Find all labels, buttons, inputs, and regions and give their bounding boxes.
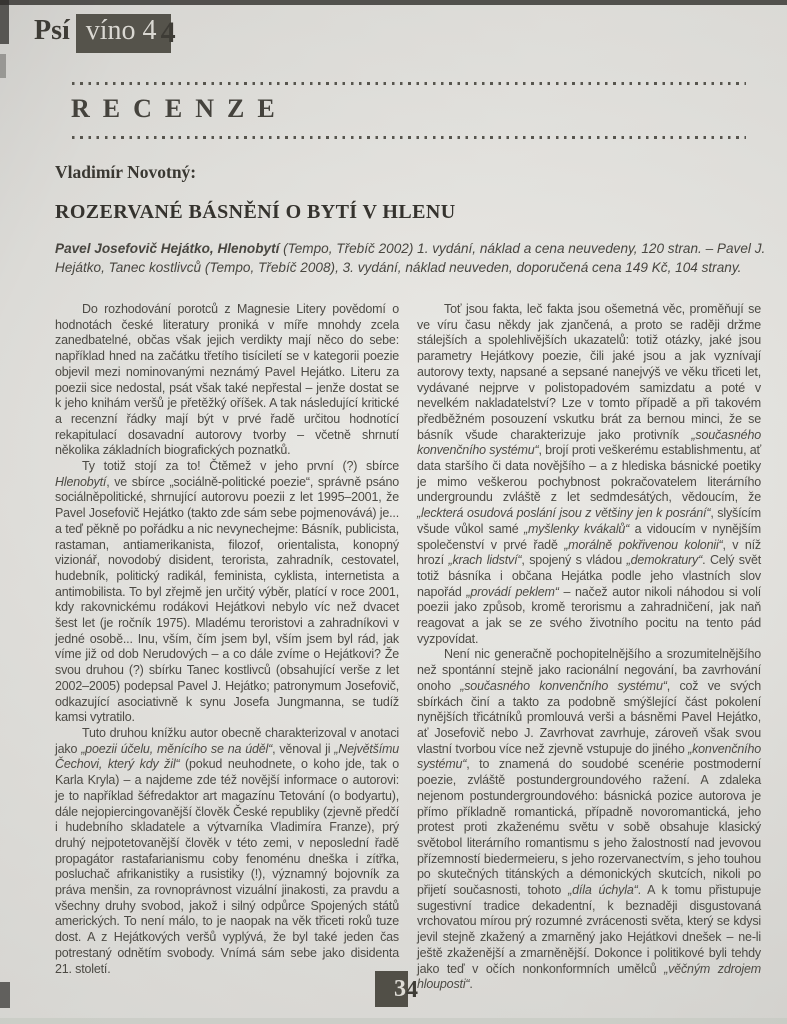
paragraph	[417, 647, 761, 992]
masthead-logo-box: víno 4	[76, 14, 171, 53]
dotted-rule-top	[72, 82, 746, 85]
text-segment: Tuto druhou knížku autor obecně charakterizoval v anotaci jako	[55, 725, 399, 756]
text-segment: (pokud neuhodnete, o koho jde, tak o Karla Kryla) – a najdeme zde též novější informace o autorovi: je to například šéfredaktor art magazínu Tetování (o bodyartu), dále nejopiercingovanější člověk České republiky (zjevně předčí i hudebního skladatele a výtvarníka Vladimíra Franze), prý druhý nejpotetovanější člověk v této zemi, v neposlední řadě propagátor rastafarianismu coby fenoménu dneška i zítřka, posluchač afrikanistiky a rusistiky (!), významný bojovník za práva menšin, za rovnoprávnost vizuální jinakosti, za pravdu a všechny druhy svobod, jakož i silný odpůrce Spojených států amerických. To není málo, to je naopak na věk třiceti roků tuze dost. A z Hejátkových veršů vyplývá, že byl také jeden čas potrestaný odnětím svobody. Vnímá sám sebe jako disidenta 21. století.	[55, 757, 399, 976]
text-segment: „Největšímu Čechovi, který kdy žil“	[55, 741, 399, 772]
text-segment: „poezii účelu, měnícího se na úděl“	[81, 741, 273, 756]
paragraph	[417, 302, 761, 647]
text-segment: „myšlenky kvákalů“	[523, 521, 630, 536]
text-segment: Ty totiž stojí za to! Čtěmež v jeho první (?) sbírce	[82, 459, 399, 474]
text-segment: , to znamená do soudobé scenérie postmoderní poezie, zvláště postundergroundového ražení. A zdaleka nejenom postundergroundového: básnická pozice autorova je přímo příkladně romantická, případně novoromantická, jeho protest proti zkaženému světu v sobě obsahuje klasický světobol literárního romantismu s jeho žalostností nad jevovou přízemností biedermeieru, s jeho rozervanectvím, s jeho touhou po skutečných titánských a démonických skutcích, nikoli po přijetí současnosti, tohoto	[417, 757, 761, 898]
section-heading: RECENZE	[71, 94, 288, 123]
text-segment: Není nic generačně pochopitelnějšího a srozumitelnějšího než spontánní stejně jako racionální negování, ba zavrhování onoho	[417, 647, 761, 693]
column-left	[55, 302, 399, 993]
page-number-box: 3	[375, 971, 408, 1007]
page-number	[375, 971, 418, 1007]
paragraph	[55, 726, 399, 977]
text-segment: Do rozhodování porotců z Magnesie Litery povědomí o hodnotách české literatury proniká v míře mnohdy zcela zanedbatelné, občas však jejich verdikty mají něco do sebe: například hned na začátku třetího tisíciletí se v kategorii poezie objevil mezi nominovanými neznámý Pavel Hejátko. Literu za poezii sice nedostal, psát však také nepřestal – jenže dostat se k jeho knihám veršů je přetěžký oříšek. A tak následující kritické a recenzní řádky mají být v prvé řadě určitou hodnotící rekapitulací dosavadní autorovy tvorby – včetně shrnutí několika základních biografických poznatků.	[55, 302, 399, 458]
text-segment: Pavel Josefovič Hejátko, Hlenobytí	[55, 241, 284, 256]
review-title: ROZERVANÉ BÁSNĚNÍ O BYTÍ V HLENU	[55, 201, 456, 223]
text-segment: „konvenčního systému“	[417, 741, 761, 772]
column-right	[417, 302, 761, 993]
scan-mark-bottom-left	[0, 982, 10, 1008]
text-segment: , slyšícím všude vůkol samé	[417, 506, 761, 536]
text-segment: „současného konvenčního systému“	[460, 678, 667, 693]
text-segment: (Tempo, Třebíč 2002) 1. vydání, náklad a cena neuvedeny, 120 stran. – Pavel J. Hejátko, Tanec kostlivců (Tempo, Třebíč 2008), 3. vydání, náklad neuveden, doporučená cena 149 Kč, 104 strany.	[55, 241, 766, 275]
scan-mark-left	[0, 54, 6, 78]
text-segment: „věčným zdrojem hlouposti“	[417, 961, 761, 992]
paragraph	[55, 459, 399, 726]
text-segment: Hlenobytí	[55, 474, 107, 489]
text-segment: . A k tomu přistupuje sugestivní tradice dekadentní, k beznaději disgustovaná vrchovatou mírou prý rozumné zvrácenosti světa, který se kdysi jevil stejně zkažený a zmarněný jako Hejátkovi dnešek – ne-li ještě zkaženější a zmarněnější. Dokonce i politikové byli tehdy jako teď v očích nonkonformních umělců	[417, 883, 761, 976]
text-segment: „krach lidství“	[448, 553, 522, 568]
text-segment: . Celý svět totiž básníka i občana Hejátka podle jeho vlastních slov napořád	[417, 553, 762, 599]
masthead-issue-number: 4	[160, 16, 176, 49]
dotted-rule-bottom	[72, 136, 746, 139]
review-body	[55, 302, 761, 993]
text-segment: , věnoval ji	[272, 741, 335, 756]
text-segment: .	[469, 977, 473, 992]
text-segment: , brojí proti veškerému establishmentu, ať data staršího či data novějšího – a z hlediska básnické poetiky je mimo veškerou pochybnost pokračovatelem literárního undergroundu zvláště z let sedmdesátých, vědoucím, že	[417, 443, 761, 505]
text-segment: – načež autor nikoli náhodou si volí poezii jako způsob, kromě terorismu a zahradničení, jak naň reagovat a jak se ze svého životního pocitu na tento pád vyzpovídat.	[417, 584, 761, 646]
text-segment: , v níž hrozí	[417, 537, 761, 568]
review-author: Vladimír Novotný:	[55, 162, 197, 182]
text-segment: , ve sbírce „sociálně-politické poezie“, správně psáno sociálněpolitické, shrnující autorovu poezii z let 1995–2001, že Pavel Josefovič Hejátko (takto zde sám sebe pojmenovává) je... a teď pěkně po pořádku a nic nevynechejme: Básník, publicista, rastaman, antiamerikanista, filozof, orientalista, konopný vizionář, novodobý disident, terorista, zahradník, cestovatel, hudebník, politický radikál, feminista, cyklista, internetista a antimobilista. To byl zřejmě jen určitý výběr, platící v roce 2001, kdy rakovnickému rodákovi Hejátkovi nebylo víc než dvacet šest let (je ročník 1975). Mladému teroristovi a zahradníkovi v jedné osobě... Inu, vším, čím jsem byl, vším jsem byl rád, jak víme již od dob Nerudových – a co dále zvíme o Hejátkovi? Že svou druhou (?) sbírku Tanec kostlivců (obsahující verše z let 2002–2005) podepsal Pavel J. Hejátko; patronymum Josefovič, odkazující asociativně k synu Josefa Jungmanna, se tudíž kamsi vytratilo.	[55, 474, 399, 725]
text-segment: Toť jsou fakta, leč fakta jsou ošemetná věc, proměňují se ve víru času někdy jak zjančená, a proto se raději držme stálejších a spolehlivějších ukazatelů: totiž otázky, jaké jsou parametry Hejátkovy poezie, čili jaké jsou a jak vyznívají autorovy texty, napsané a sepsané nanejvýš ve věku třiceti let, vydávané nejprve v polistopadovém samizdatu a poté v nevelkém nakladatelství? Lze v tomto případě a při takovém předběžném posouzení vskutku brát za bernou minci, že se básník všude charakterizuje jako protivník	[417, 302, 761, 442]
text-segment: , spojený s vládou	[521, 553, 627, 568]
text-segment: „demokratury“	[626, 553, 703, 568]
page-number-suffix: 4	[406, 977, 418, 1003]
text-segment: „provádí peklem“	[466, 584, 559, 599]
scan-edge-bottom	[0, 1018, 787, 1024]
text-segment: „morálně pokřivenou kolonii“	[564, 537, 723, 552]
text-segment: a vidoucím v nynějším společenství v prvé řadě	[417, 521, 761, 552]
text-segment: „díla úchyla“	[568, 883, 638, 898]
text-segment: „leckterá osudová poslání jsou z většiny jen k posrání“	[417, 506, 711, 521]
scan-mark-left-top	[0, 0, 9, 44]
magazine-masthead	[34, 13, 176, 53]
text-segment: „současného konvenčního systému“	[417, 427, 761, 458]
text-segment: , což ve svých sbírkách činí a takto za podobně smýšlející část pokolení nynějších třicátníků promlouvá verši a básněmi Pavel Hejátko, ať Josefovič nebo J. Zavrhovat zavrhuje, zároveň však svou vlastní tvorbou více než zjevně vstupuje do jiného	[417, 678, 762, 756]
paragraph	[55, 302, 399, 459]
scan-edge-top	[0, 0, 787, 5]
masthead-prefix: Psí	[34, 15, 70, 46]
bibliographic-reference	[55, 240, 769, 277]
